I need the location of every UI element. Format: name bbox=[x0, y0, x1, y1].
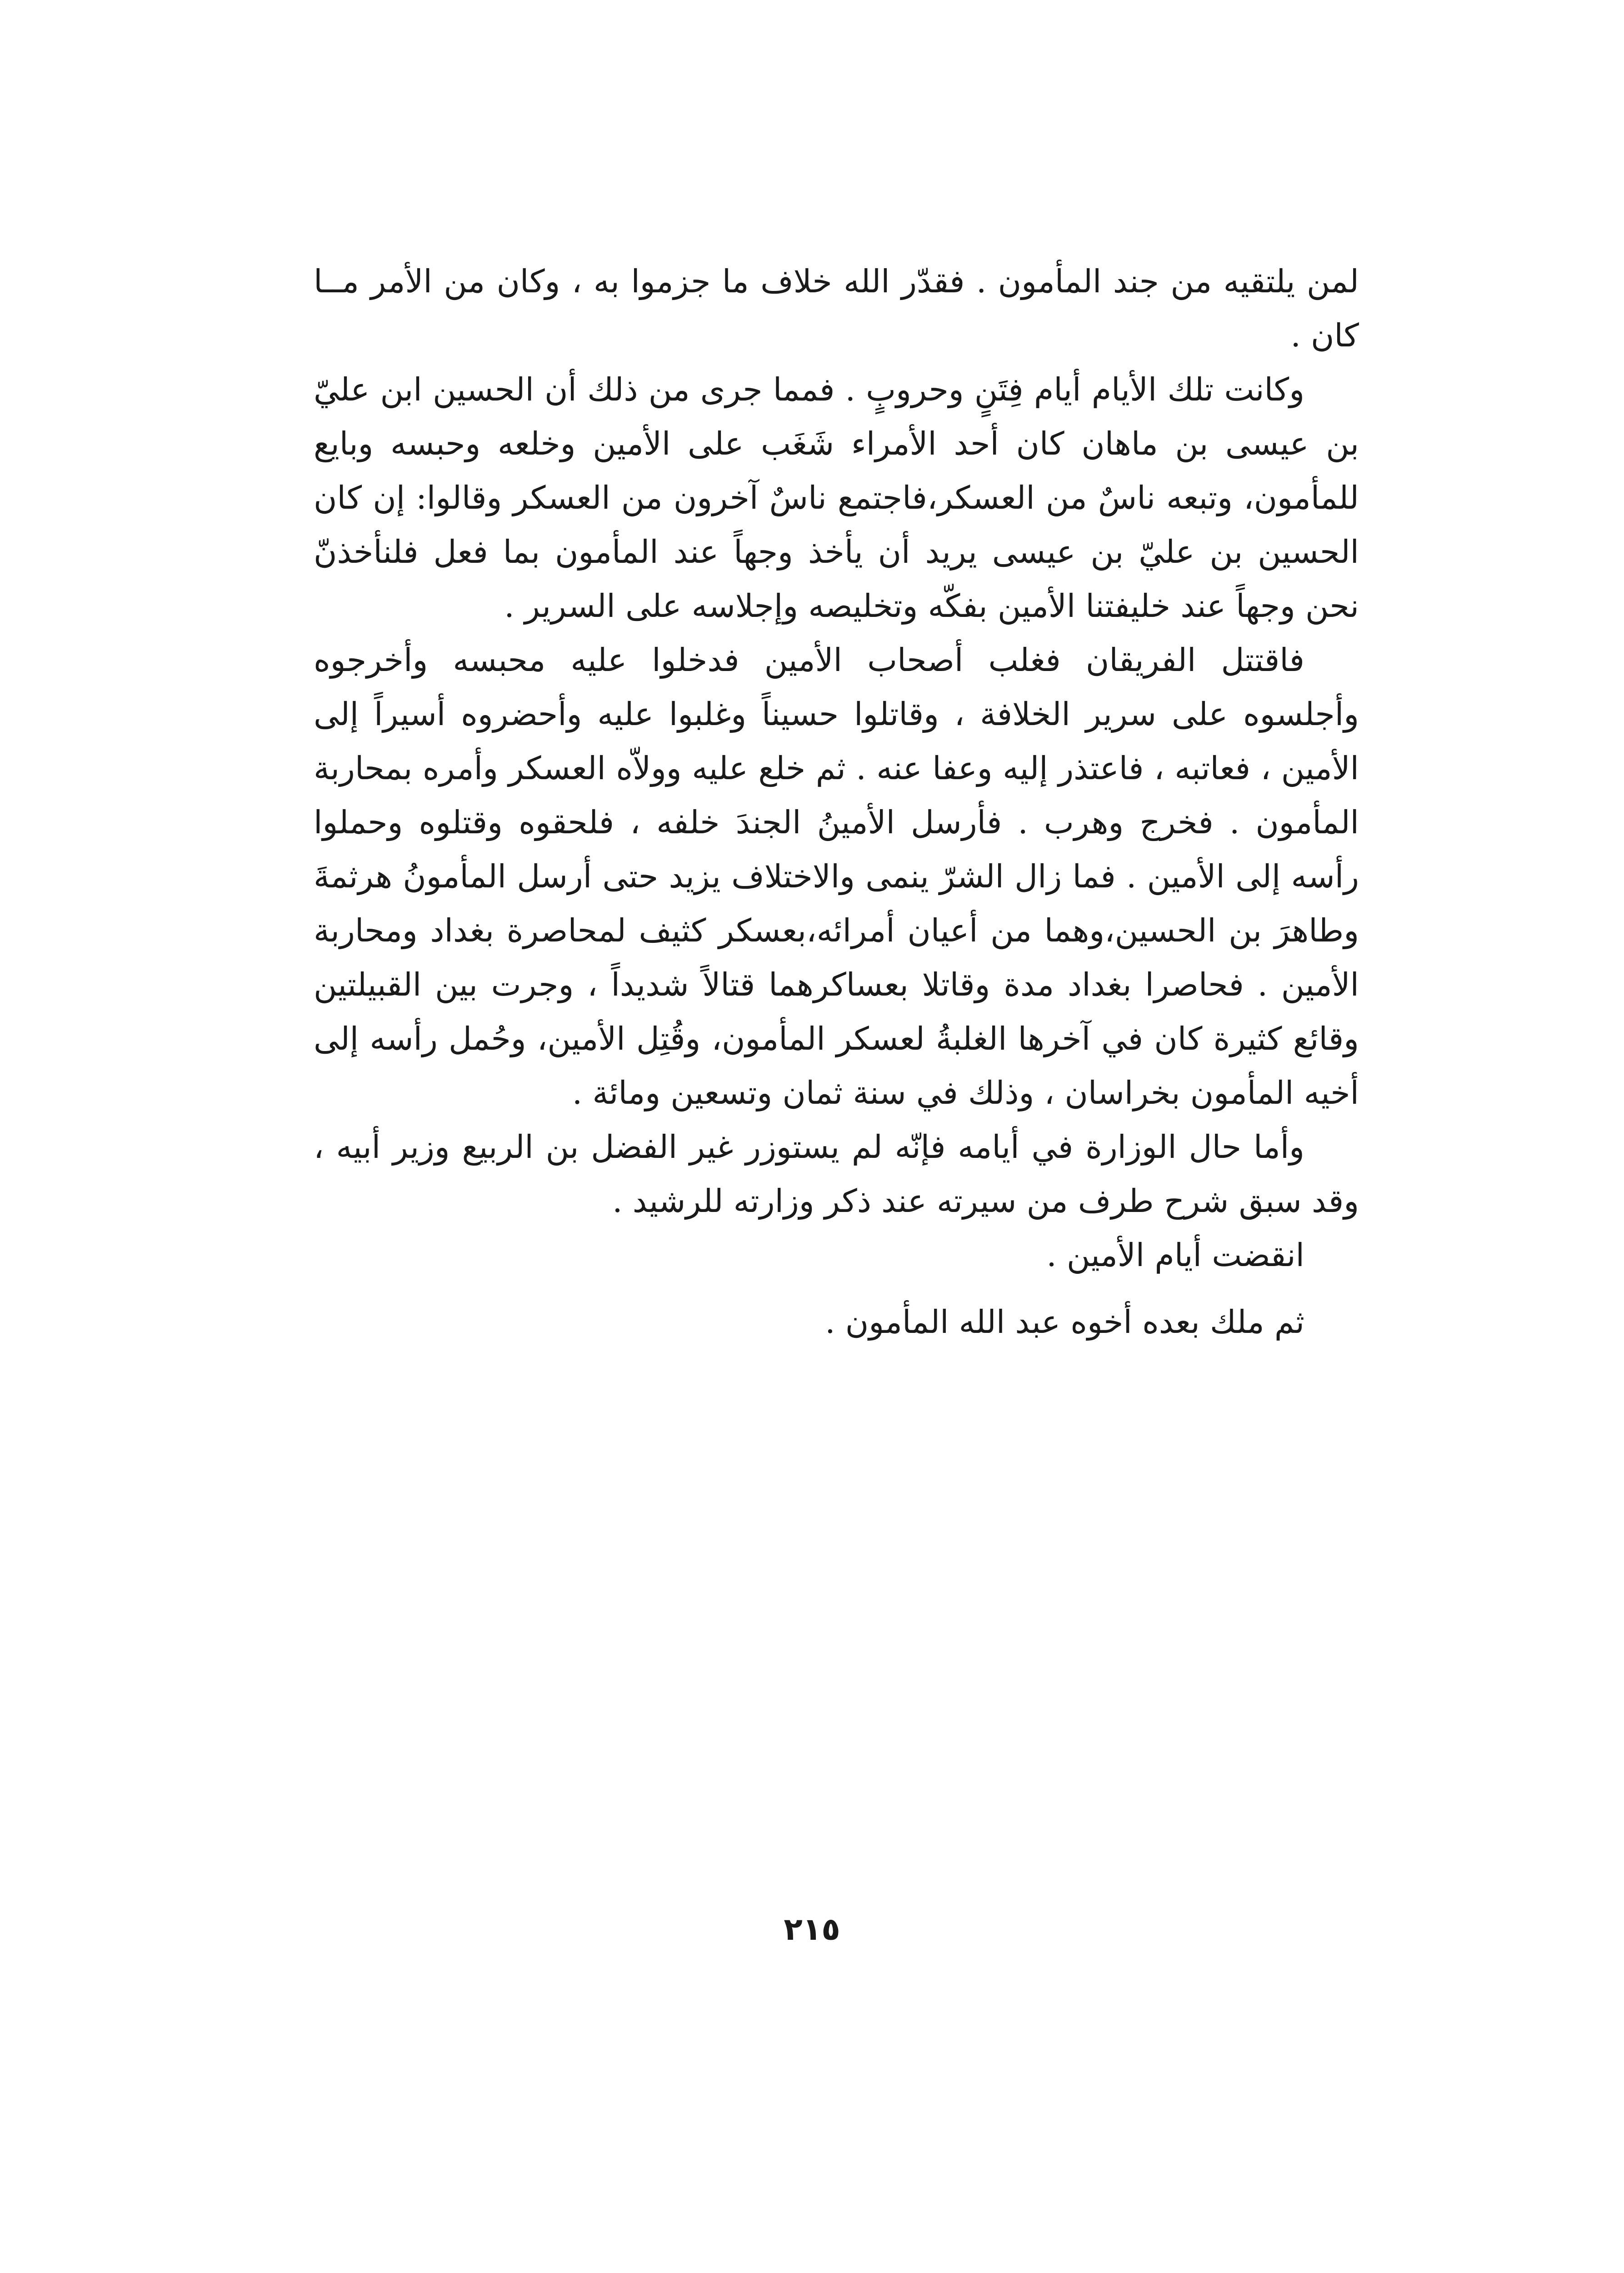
page-number: ٢١٥ bbox=[784, 1912, 840, 1948]
paragraph-fitan: وكانت تلك الأيام أيام فِتَنٍ وحروبٍ . فمما جرى من ذلك أن الحسين ابن عليّ بن عيسى بن ماهان كان أحد الأمراء شَغَب على الأمين وخلعه وحبسه وبايع للمأمون، وتبعه ناسٌ من العسكر،فاجتمع ناسٌ آخرون من العسكر وقالوا: إن كان الحسين بن عليّ بن عيسى يريد أن يأخذ وجهاً عند المأمون بما فعل فلنأخذنّ نحن وجهاً عند خليفتنا الأمين بفكّه وتخليصه وإجلاسه على السرير . bbox=[314, 371, 1359, 625]
main-text bbox=[314, 255, 1359, 1349]
paragraph-wizara: وأما حال الوزارة في أيامه فإنّه لم يستوزر غير الفضل بن الربيع وزير أبيه ، وقد سبق شرح طرف من سيرته عند ذكر وزارته للرشيد . bbox=[314, 1128, 1359, 1220]
closing-line-end-reign: انقضت أيام الأمين . bbox=[1046, 1237, 1304, 1274]
closing-line-successor: ثم ملك بعده أخوه عبد الله المأمون . bbox=[825, 1303, 1304, 1341]
paragraph-battle: فاقتتل الفريقان فغلب أصحاب الأمين فدخلوا عليه محبسه وأخرجوه وأجلسوه على سرير الخلافة ، وقاتلوا حسيناً وغلبوا عليه وأحضروه أسيراً إلى الأمين ، فعاتبه ، فاعتذر إليه وعفا عنه . ثم خلع عليه وولاّه العسكر وأمره بمحاربة المأمون . فخرج وهرب . فأرسل الأمينُ الجندَ خلفه ، فلحقوه وقتلوه وحملوا رأسه إلى الأمين . فما زال الشرّ ينمى والاختلاف يزيد حتى أرسل المأمونُ هرثمةَ وطاهرَ بن الحسين،وهما من أعيان أمرائه،بعسكر كثيف لمحاصرة بغداد ومحاربة الأمين . فحاصرا بغداد مدة وقاتلا بعساكرهما قتالاً شديداً ، وجرت بين القبيلتين وقائع كثيرة كان في آخرها الغلبةُ لعسكر المأمون، وقُتِل الأمين، وحُمل رأسه إلى أخيه المأمون بخراسان ، وذلك في سنة ثمان وتسعين ومائة . bbox=[314, 641, 1359, 1111]
paragraph-continuation: لمن يلتقيه من جند المأمون . فقدّر الله خلاف ما جزموا به ، وكان من الأمر مــا كان . bbox=[314, 263, 1359, 354]
